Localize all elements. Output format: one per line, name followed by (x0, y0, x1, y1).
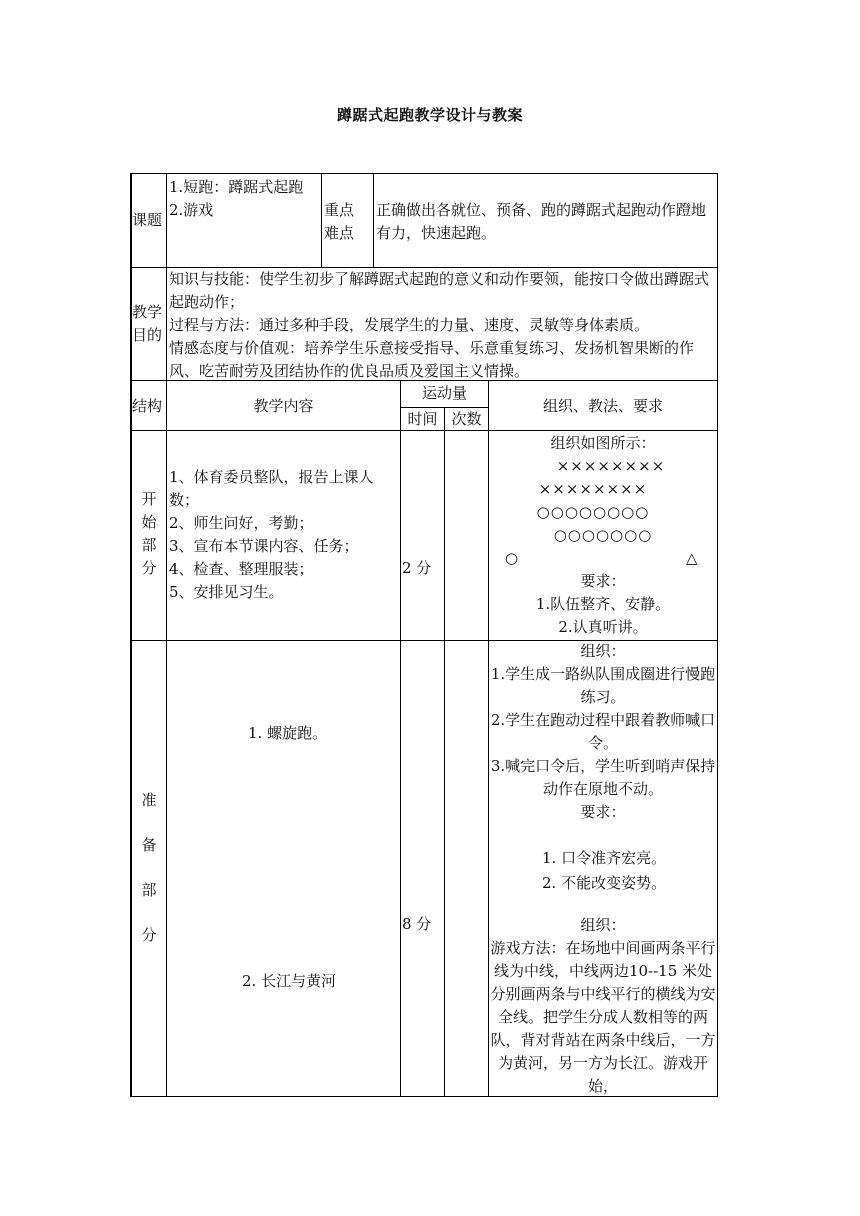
table-rule (166, 267, 167, 381)
table-border-right (717, 173, 718, 1097)
header-content: 教学内容 (253, 397, 314, 415)
start-req-item: 1.队伍整齐、安静。 (535, 595, 671, 613)
table-rule (166, 173, 167, 268)
key-points-content: 正确做出各就位、预备、跑的蹲踞式起跑动作蹬地有力，快速起跑。 (376, 201, 707, 242)
table-rule (444, 407, 445, 1097)
prep-item-2: 2. 长江与黄河 (242, 972, 337, 990)
formation-row: ×××××××× (538, 480, 648, 498)
prep-org-title: 组织： (580, 642, 626, 660)
prep-org-item: 1.学生成一路纵队围成圈进行慢跑练习。 (490, 665, 716, 706)
start-section-time: 2 分 (402, 559, 432, 577)
prep-req-title: 要求： (580, 803, 626, 821)
prep-org-item: 3.喊完口令后，学生听到哨声保持动作在原地不动。 (490, 757, 716, 798)
header-organization: 组织、教法、要求 (542, 397, 663, 415)
start-org-title: 组织如图所示： (550, 434, 656, 452)
formation-row: ×××××××× (556, 457, 666, 475)
header-load: 运动量 (421, 384, 467, 402)
topic-content: 1.短跑：蹲踞式起跑 2.游戏 (169, 178, 304, 219)
table-border-top (130, 173, 718, 174)
prep-req-item: 1. 口令准齐宏亮。 (542, 849, 667, 867)
prep-item-1: 1. 螺旋跑。 (248, 724, 328, 742)
goal-label: 教学 目的 (132, 303, 163, 344)
triangle-marker-icon: △ (686, 549, 698, 567)
prep-section-time: 8 分 (402, 915, 432, 933)
game-method-text: 游戏方法：在场地中间画两条平行线为中线，中线两边10--15 米处分别画两条与中线平行的横线为安全线。把学生分成人数相等的两队，背对背站在两条中线后，一方为黄河，另一方为长江。游戏开始， (490, 939, 716, 1095)
document-title: 蹲踞式起跑教学设计与教案 (336, 106, 523, 124)
prep-req-item: 2. 不能改变姿势。 (542, 874, 667, 892)
goal-content: 知识与技能：使学生初步了解蹲踞式起跑的意义和动作要领，能按口令做出蹲踞式起跑动作； 过程与方法：通过多种手段，发展学生的力量、速度、灵敏等身体素质。 情感态度与价值观：培养学生乐意接受指导、乐意重复练习、发扬机智果断的作风、吃苦耐劳及团结协作的优良品质及爱国主义情操。 (169, 270, 710, 380)
header-time: 时间 (407, 410, 438, 428)
prep-section-label: 准 备 部 分 (141, 791, 157, 944)
teacher-circle-icon: ○ (505, 549, 519, 567)
table-rule (373, 173, 374, 268)
game-org-title: 组织： (580, 916, 626, 934)
start-section-content: 1、体育委员整队，报告上课人数； 2、师生问好，考勤； 3、宣布本节课内容、任务； 4、检查、整理服装； 5、安排见习生。 (169, 468, 374, 601)
table-rule (321, 173, 322, 268)
header-structure: 结构 (132, 397, 163, 415)
header-count: 次数 (451, 410, 482, 428)
start-section-label: 开 始 部 分 (141, 490, 157, 577)
formation-row: ○○○○○○○ (553, 526, 653, 544)
table-rule (400, 380, 401, 1097)
table-rule (166, 380, 167, 1097)
key-points-label: 重点 难点 (324, 201, 355, 242)
start-req-title: 要求： (580, 572, 626, 590)
prep-org-item: 2.学生在跑动过程中跟着教师喊口令。 (490, 711, 716, 752)
topic-label: 课题 (132, 211, 163, 229)
start-req-item: 2.认真听讲。 (558, 618, 648, 636)
formation-row: ○○○○○○○○ (536, 503, 650, 521)
